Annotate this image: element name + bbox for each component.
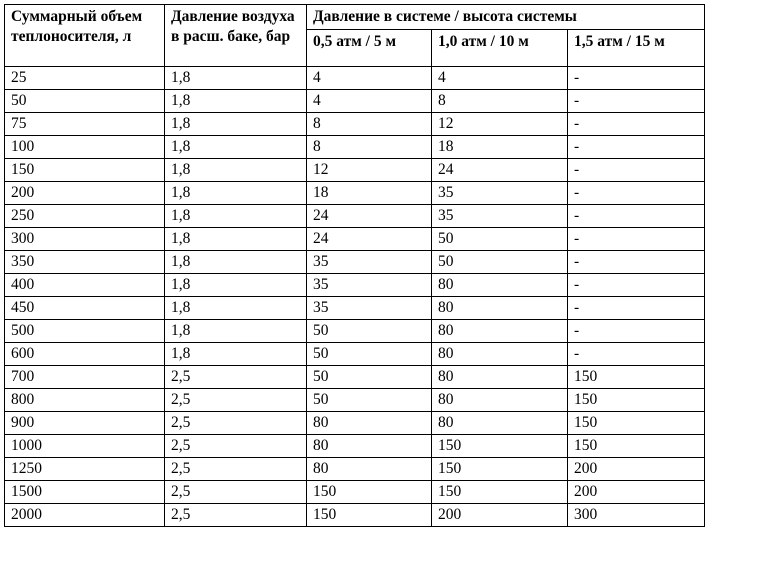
pressure-10-cell: 80: [432, 366, 568, 389]
pressure-05-cell: 18: [307, 182, 432, 205]
pressure-15-cell: -: [568, 205, 705, 228]
air-pressure-cell: 1,8: [165, 90, 307, 113]
air-pressure-cell: 1,8: [165, 67, 307, 90]
volume-cell: 800: [5, 389, 165, 412]
pressure-05-cell: 35: [307, 251, 432, 274]
pressure-05-cell: 150: [307, 504, 432, 527]
pressure-10-cell: 80: [432, 274, 568, 297]
header-system-pressure: Давление в системе / высота системы: [307, 5, 705, 30]
pressure-10-cell: 80: [432, 343, 568, 366]
table-row: [5, 389, 705, 412]
table-row: [5, 136, 705, 159]
table-row: [5, 435, 705, 458]
volume-cell: 700: [5, 366, 165, 389]
volume-cell: 500: [5, 320, 165, 343]
pressure-05-cell: 35: [307, 297, 432, 320]
pressure-15-cell: 150: [568, 412, 705, 435]
pressure-15-cell: -: [568, 228, 705, 251]
volume-cell: 450: [5, 297, 165, 320]
table-row: [5, 458, 705, 481]
pressure-10-cell: 150: [432, 481, 568, 504]
air-pressure-cell: 1,8: [165, 274, 307, 297]
pressure-10-cell: 50: [432, 251, 568, 274]
pressure-10-cell: 80: [432, 389, 568, 412]
pressure-15-cell: -: [568, 67, 705, 90]
table-row: [5, 251, 705, 274]
pressure-05-cell: 80: [307, 435, 432, 458]
pressure-05-cell: 8: [307, 113, 432, 136]
air-pressure-cell: 1,8: [165, 113, 307, 136]
volume-cell: 25: [5, 67, 165, 90]
header-sub-0-5: 0,5 атм / 5 м: [307, 30, 432, 67]
pressure-05-cell: 8: [307, 136, 432, 159]
table-row: [5, 228, 705, 251]
pressure-05-cell: 80: [307, 458, 432, 481]
table-header: [5, 5, 705, 67]
table-body: [5, 67, 705, 527]
pressure-10-cell: 8: [432, 90, 568, 113]
volume-cell: 75: [5, 113, 165, 136]
pressure-15-cell: 150: [568, 366, 705, 389]
air-pressure-cell: 1,8: [165, 343, 307, 366]
pressure-10-cell: 35: [432, 205, 568, 228]
volume-cell: 1000: [5, 435, 165, 458]
pressure-10-cell: 80: [432, 320, 568, 343]
header-volume: Суммарный объем теплоносителя, л: [5, 5, 165, 67]
pressure-10-cell: 12: [432, 113, 568, 136]
pressure-10-cell: 4: [432, 67, 568, 90]
pressure-15-cell: -: [568, 343, 705, 366]
pressure-10-cell: 50: [432, 228, 568, 251]
pressure-05-cell: 150: [307, 481, 432, 504]
volume-cell: 100: [5, 136, 165, 159]
table-row: [5, 274, 705, 297]
pressure-10-cell: 18: [432, 136, 568, 159]
pressure-10-cell: 200: [432, 504, 568, 527]
air-pressure-cell: 1,8: [165, 320, 307, 343]
air-pressure-cell: 2,5: [165, 366, 307, 389]
volume-cell: 250: [5, 205, 165, 228]
pressure-15-cell: -: [568, 136, 705, 159]
air-pressure-cell: 1,8: [165, 205, 307, 228]
pressure-05-cell: 50: [307, 343, 432, 366]
table-row: [5, 343, 705, 366]
pressure-15-cell: -: [568, 251, 705, 274]
pressure-15-cell: -: [568, 159, 705, 182]
volume-cell: 200: [5, 182, 165, 205]
table-row: [5, 113, 705, 136]
pressure-10-cell: 24: [432, 159, 568, 182]
pressure-15-cell: 150: [568, 435, 705, 458]
air-pressure-cell: 1,8: [165, 297, 307, 320]
pressure-05-cell: 4: [307, 67, 432, 90]
pressure-05-cell: 35: [307, 274, 432, 297]
pressure-05-cell: 24: [307, 205, 432, 228]
pressure-05-cell: 12: [307, 159, 432, 182]
pressure-05-cell: 4: [307, 90, 432, 113]
air-pressure-cell: 1,8: [165, 159, 307, 182]
volume-cell: 50: [5, 90, 165, 113]
table-row: [5, 320, 705, 343]
table-row: [5, 182, 705, 205]
pressure-15-cell: -: [568, 182, 705, 205]
pressure-05-cell: 50: [307, 389, 432, 412]
pressure-10-cell: 35: [432, 182, 568, 205]
header-air-pressure: Давление воздуха в расш. баке, бар: [165, 5, 307, 67]
table-row: [5, 504, 705, 527]
volume-cell: 300: [5, 228, 165, 251]
air-pressure-cell: 1,8: [165, 228, 307, 251]
table-row: [5, 90, 705, 113]
volume-cell: 150: [5, 159, 165, 182]
pressure-15-cell: -: [568, 297, 705, 320]
table-row: [5, 67, 705, 90]
pressure-15-cell: 150: [568, 389, 705, 412]
pressure-15-cell: -: [568, 320, 705, 343]
air-pressure-cell: 2,5: [165, 458, 307, 481]
pressure-10-cell: 80: [432, 297, 568, 320]
expansion-tank-table: [4, 4, 705, 527]
pressure-05-cell: 50: [307, 366, 432, 389]
header-sub-1-5: 1,5 атм / 15 м: [568, 30, 705, 67]
table-row: [5, 297, 705, 320]
pressure-05-cell: 24: [307, 228, 432, 251]
volume-cell: 1250: [5, 458, 165, 481]
volume-cell: 400: [5, 274, 165, 297]
pressure-05-cell: 80: [307, 412, 432, 435]
pressure-15-cell: 200: [568, 458, 705, 481]
air-pressure-cell: 1,8: [165, 182, 307, 205]
air-pressure-cell: 2,5: [165, 504, 307, 527]
table-row: [5, 366, 705, 389]
pressure-10-cell: 80: [432, 412, 568, 435]
volume-cell: 600: [5, 343, 165, 366]
pressure-15-cell: 200: [568, 481, 705, 504]
air-pressure-cell: 1,8: [165, 136, 307, 159]
air-pressure-cell: 2,5: [165, 481, 307, 504]
volume-cell: 2000: [5, 504, 165, 527]
pressure-05-cell: 50: [307, 320, 432, 343]
table-row: [5, 412, 705, 435]
pressure-15-cell: -: [568, 90, 705, 113]
table-row: [5, 159, 705, 182]
volume-cell: 1500: [5, 481, 165, 504]
air-pressure-cell: 2,5: [165, 435, 307, 458]
header-sub-1-0: 1,0 атм / 10 м: [432, 30, 568, 67]
table-row: [5, 205, 705, 228]
table-row: [5, 481, 705, 504]
pressure-15-cell: -: [568, 113, 705, 136]
volume-cell: 900: [5, 412, 165, 435]
pressure-10-cell: 150: [432, 458, 568, 481]
air-pressure-cell: 2,5: [165, 389, 307, 412]
pressure-15-cell: 300: [568, 504, 705, 527]
pressure-10-cell: 150: [432, 435, 568, 458]
volume-cell: 350: [5, 251, 165, 274]
air-pressure-cell: 2,5: [165, 412, 307, 435]
air-pressure-cell: 1,8: [165, 251, 307, 274]
pressure-15-cell: -: [568, 274, 705, 297]
